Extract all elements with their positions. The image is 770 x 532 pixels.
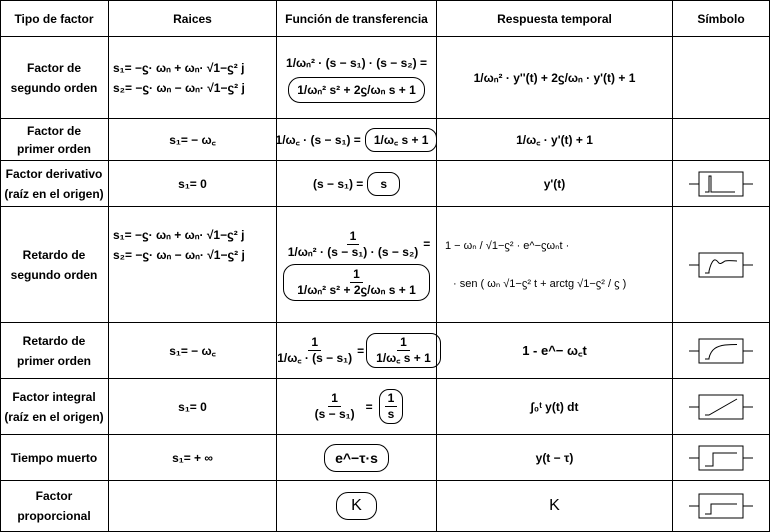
row-funcion: [277, 435, 436, 480]
row-tipo: [0, 119, 108, 160]
fraction-numerator: 1: [385, 391, 398, 407]
header-tipo: Tipo de factor: [14, 11, 94, 26]
equals-sign: =: [423, 237, 431, 251]
header-respuesta: Respuesta temporal: [497, 11, 612, 26]
transfer-function-box: K: [336, 492, 377, 520]
transfer-function-box: [379, 389, 404, 424]
transfer-function: 1/ω꜀ · (s − s₁) =: [275, 132, 361, 147]
row-tipo: [0, 37, 108, 118]
time-response-cont: · sen ( ωₙ √1−ϛ² t + arctg √1−ϛ² / ϛ ): [453, 277, 627, 290]
row-funcion: [277, 119, 436, 160]
root-s1: s₁= + ∞: [172, 450, 213, 465]
row-raices: [109, 207, 276, 322]
row-respuesta: [437, 207, 672, 322]
row-funcion: [277, 481, 436, 531]
tipo-line: Factor integral: [12, 389, 96, 404]
tipo-line: Factor de: [26, 60, 81, 75]
row-respuesta: [437, 435, 672, 480]
tipo-line: Retardo de: [22, 247, 86, 262]
transfer-function-box: s: [367, 172, 400, 196]
row-funcion: [277, 379, 436, 434]
row-raices: [109, 119, 276, 160]
row-raices: [109, 37, 276, 118]
root-s2: s₂= −ϛ· ωₙ − ωₙ· √1−ϛ² j: [113, 80, 245, 95]
row-tipo: [0, 161, 108, 206]
row-tipo: [0, 207, 108, 322]
delay-symbol: [689, 444, 753, 472]
row-raices: [109, 481, 276, 531]
fraction-numerator: 1: [350, 267, 363, 283]
fraction-denominator: 1/ω꜀ · (s − s₁): [277, 351, 353, 365]
time-response: 1/ω꜀ · y'(t) + 1: [516, 132, 593, 147]
second-order-symbol: [689, 251, 753, 279]
transfer-function: (s − s₁) =: [312, 176, 364, 191]
transfer-function-box: 1/ω꜀ s + 1: [365, 128, 438, 152]
time-response: 1/ωₙ² · y''(t) + 2ϛ/ωₙ · y'(t) + 1: [473, 70, 636, 85]
tipo-line: Factor: [35, 489, 73, 503]
time-response: K: [549, 497, 560, 514]
root-s2: s₂= −ϛ· ωₙ − ωₙ· √1−ϛ² j: [113, 248, 245, 262]
tipo-line: (raíz en el origen): [4, 409, 104, 424]
tipo-line: primer orden: [16, 353, 91, 368]
tipo-line: Factor de: [26, 123, 81, 138]
proportional-symbol: [689, 492, 753, 520]
time-response: ∫₀ᵗ y(t) dt: [530, 399, 579, 414]
row-simbolo: [673, 207, 769, 322]
root-s1: s₁= 0: [178, 176, 207, 191]
fraction-denominator: s: [387, 407, 395, 421]
row-respuesta: [437, 481, 672, 531]
transfer-function: 1/ωₙ² · (s − s₁) · (s − s₂) =: [286, 55, 427, 70]
derivative-symbol: [689, 170, 753, 198]
row-raices: [109, 435, 276, 480]
fraction-numerator: 1: [347, 229, 360, 245]
fraction-numerator: 1: [328, 391, 341, 407]
row-funcion: [277, 161, 436, 206]
row-simbolo: [673, 37, 769, 118]
fraction-denominator: (s − s₁): [314, 407, 355, 421]
tipo-line: Factor derivativo: [5, 166, 103, 181]
integral-symbol: [689, 393, 753, 421]
fraction-denominator: 1/ωₙ² s² + 2ϛ/ωₙ s + 1: [297, 282, 416, 297]
root-s1: s₁= −ϛ· ωₙ + ωₙ· √1−ϛ² j: [113, 60, 245, 75]
root-s1: s₁= −ϛ· ωₙ + ωₙ· √1−ϛ² j: [113, 228, 245, 242]
tipo-line: primer orden: [16, 141, 91, 156]
transfer-function-box: e^−τ·s: [324, 444, 389, 472]
row-respuesta: [437, 119, 672, 160]
row-respuesta: [437, 323, 672, 378]
time-response: y'(t): [543, 176, 566, 191]
root-s1: s₁= 0: [178, 399, 207, 414]
row-simbolo: [673, 119, 769, 160]
root-s1: s₁= − ω꜀: [169, 132, 216, 147]
fraction-numerator: 1: [397, 335, 410, 351]
time-response: y(t − τ): [535, 450, 574, 465]
row-raices: [109, 161, 276, 206]
row-funcion: [277, 323, 436, 378]
row-tipo: [0, 481, 108, 531]
row-simbolo: [673, 481, 769, 531]
row-respuesta: [437, 379, 672, 434]
transfer-function-box: [366, 333, 441, 368]
time-response: 1 − ωₙ / √1−ϛ² · e^−ϛωₙt ·: [445, 239, 570, 252]
row-simbolo: [673, 323, 769, 378]
root-s1: s₁= − ω꜀: [169, 343, 216, 358]
first-order-symbol: [689, 337, 753, 365]
equals-sign: =: [357, 343, 365, 358]
row-funcion: [277, 207, 436, 322]
time-response: 1 - e^− ω꜀t: [522, 342, 587, 358]
row-raices: [109, 379, 276, 434]
row-simbolo: [673, 379, 769, 434]
fraction-denominator: 1/ω꜀ s + 1: [376, 351, 431, 365]
transfer-function-box: [283, 264, 430, 301]
transfer-function-box: 1/ωₙ² s² + 2ϛ/ωₙ s + 1: [288, 77, 425, 103]
header-funcion: Función de transferencia: [285, 11, 428, 26]
row-respuesta: [437, 37, 672, 118]
header-raices: Raices: [173, 11, 212, 26]
fraction-numerator: 1: [308, 335, 321, 351]
tipo-line: segundo orden: [10, 267, 98, 282]
tipo-line: segundo orden: [10, 80, 98, 95]
row-simbolo: [673, 435, 769, 480]
tipo-line: (raíz en el origen): [4, 186, 104, 201]
equals-sign: =: [365, 399, 373, 414]
row-respuesta: [437, 161, 672, 206]
row-funcion: [277, 37, 436, 118]
fraction-denominator: 1/ωₙ² · (s − s₁) · (s − s₂): [287, 244, 419, 259]
row-raices: [109, 323, 276, 378]
tipo-line: Retardo de: [22, 333, 86, 348]
row-simbolo: [673, 161, 769, 206]
header-simbolo: Símbolo: [697, 11, 745, 26]
tipo-line: proporcional: [17, 509, 91, 523]
row-tipo: [0, 435, 108, 480]
row-tipo: [0, 379, 108, 434]
tipo-line: Tiempo muerto: [10, 450, 98, 465]
row-tipo: [0, 323, 108, 378]
